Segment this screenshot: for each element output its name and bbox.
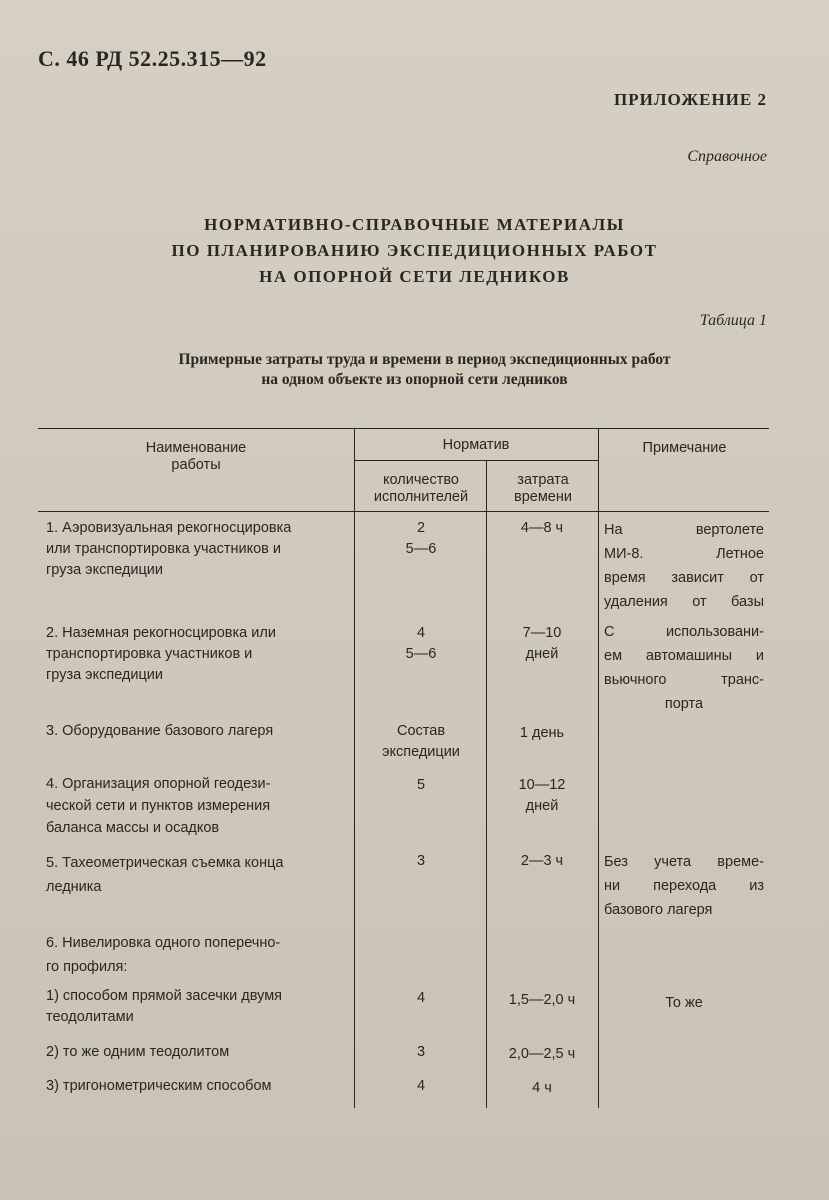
header-text: времени <box>514 489 572 505</box>
row-count <box>358 721 484 763</box>
row-work <box>46 851 352 899</box>
title-line: НОРМАТИВНО-СПРАВОЧНЫЕ МАТЕРИАЛЫ <box>204 215 625 234</box>
count-text: 5—6 <box>405 541 437 557</box>
header-text: работы <box>171 457 221 473</box>
time-text: 7—10 <box>522 625 562 641</box>
norm-header-rule <box>354 460 598 461</box>
time-text: дней <box>525 646 559 662</box>
time-text: 10—12 <box>518 777 566 793</box>
work-text: 1) способом прямой засечки двумя <box>46 988 283 1004</box>
note-text: время зависит от <box>604 570 764 586</box>
count-text: 3 <box>416 1044 426 1060</box>
reference-type: Справочное <box>687 148 767 165</box>
row-note <box>604 991 764 1015</box>
column-divider <box>486 460 487 1108</box>
time-text: 4 ч <box>532 1080 552 1096</box>
row-count <box>358 1042 484 1063</box>
work-text: транспортировка участников и <box>46 646 253 662</box>
row-work <box>46 773 352 839</box>
row-note <box>604 518 764 614</box>
work-text: теодолитами <box>46 1009 134 1025</box>
time-text: 2,0—2,5 ч <box>508 1046 576 1062</box>
count-text: 3 <box>416 853 426 869</box>
work-text: 2. Наземная рекогносцировка или <box>46 625 276 641</box>
work-text: го профиля: <box>46 959 128 975</box>
header-text: Наименование <box>145 440 247 456</box>
table-number: Таблица 1 <box>699 312 767 329</box>
row-note <box>604 850 764 922</box>
row-count <box>358 518 484 560</box>
count-text: 4 <box>416 1078 426 1094</box>
work-text: ледника <box>46 879 102 895</box>
time-text: 1,5—2,0 ч <box>508 992 576 1008</box>
count-text: 5—6 <box>405 646 437 662</box>
row-time <box>488 1078 596 1099</box>
time-text: 4—8 ч <box>520 520 564 536</box>
header-text: затрата <box>517 472 569 488</box>
count-text: экспедиции <box>382 744 460 760</box>
count-text: 2 <box>416 520 426 536</box>
row-work <box>46 931 352 979</box>
work-text: груза экспедиции <box>46 562 163 578</box>
work-text: 3) тригонометрическим способом <box>46 1078 272 1094</box>
row-work <box>46 1076 352 1097</box>
work-text: 1. Аэровизуальная рекогносцировка <box>46 520 292 536</box>
work-text: 3. Оборудование базового лагеря <box>46 723 274 739</box>
note-text: ем автомашины и <box>604 648 764 664</box>
note-text: МИ-8. Летное <box>604 546 764 562</box>
norms-table <box>38 428 769 1108</box>
work-text: 4. Организация опорной геодези- <box>46 776 271 792</box>
count-text: 4 <box>416 625 426 641</box>
work-text: груза экспедиции <box>46 667 163 683</box>
count-text: 4 <box>416 990 426 1006</box>
row-count <box>358 775 484 796</box>
table-caption <box>0 350 829 390</box>
row-time <box>488 990 596 1011</box>
header-bottom-rule <box>38 511 769 512</box>
row-work <box>46 721 352 742</box>
note-text: вьючного транс- <box>604 672 764 688</box>
appendix-label: ПРИЛОЖЕНИЕ 2 <box>614 90 767 109</box>
row-time <box>488 723 596 744</box>
caption-line: на одном объекте из опорной сети ледников <box>261 371 568 388</box>
count-text: 5 <box>416 777 426 793</box>
row-time <box>488 518 596 539</box>
count-text: Состав <box>396 723 446 739</box>
document-title <box>0 212 829 290</box>
row-count <box>358 851 484 872</box>
row-count <box>358 988 484 1009</box>
note-text: ни перехода из <box>604 878 764 894</box>
row-time <box>488 775 596 817</box>
work-text: 2) то же одним теодолитом <box>46 1044 230 1060</box>
header-time-cost <box>488 472 598 506</box>
time-text: 1 день <box>519 725 565 741</box>
note-text: Без учета време- <box>604 854 764 870</box>
work-text: 5. Тахеометрическая съемка конца <box>46 855 284 871</box>
document-code: С. 46 РД 52.25.315—92 <box>38 46 267 71</box>
header-executors-count <box>356 472 486 506</box>
work-text: или транспортировка участников и <box>46 541 281 557</box>
row-work <box>46 1042 352 1063</box>
row-work <box>46 623 352 686</box>
row-work <box>46 518 352 581</box>
time-text: дней <box>525 798 559 814</box>
column-divider <box>598 428 599 1108</box>
row-time <box>488 851 596 872</box>
note-text: базового лагеря <box>604 902 713 918</box>
time-text: 2—3 ч <box>520 853 564 869</box>
row-count <box>358 623 484 665</box>
row-count <box>358 1076 484 1097</box>
note-text: С использовани- <box>604 624 764 640</box>
row-time <box>488 1044 596 1065</box>
header-work-name <box>38 440 354 474</box>
row-note <box>604 620 764 716</box>
work-text: баланса массы и осадков <box>46 820 220 836</box>
note-text: удаления от базы <box>604 594 764 610</box>
note-text: То же <box>665 995 703 1011</box>
work-text: 6. Нивелировка одного поперечно- <box>46 935 281 951</box>
work-text: ческой сети и пунктов измерения <box>46 798 271 814</box>
note-text: На вертолете <box>604 522 764 538</box>
table-top-rule <box>38 428 769 429</box>
row-time <box>488 623 596 665</box>
title-line: НА ОПОРНОЙ СЕТИ ЛЕДНИКОВ <box>259 267 570 286</box>
header-text: количество <box>383 472 459 488</box>
header-text: исполнителей <box>373 489 469 505</box>
caption-line: Примерные затраты труда и времени в период экспедиционных работ <box>178 351 671 368</box>
title-line: ПО ПЛАНИРОВАНИЮ ЭКСПЕДИЦИОННЫХ РАБОТ <box>171 241 658 260</box>
column-divider <box>354 428 355 1108</box>
header-norm: Норматив <box>442 437 510 453</box>
row-work <box>46 986 352 1028</box>
note-text: порта <box>664 696 704 712</box>
header-note: Примечание <box>642 440 727 456</box>
